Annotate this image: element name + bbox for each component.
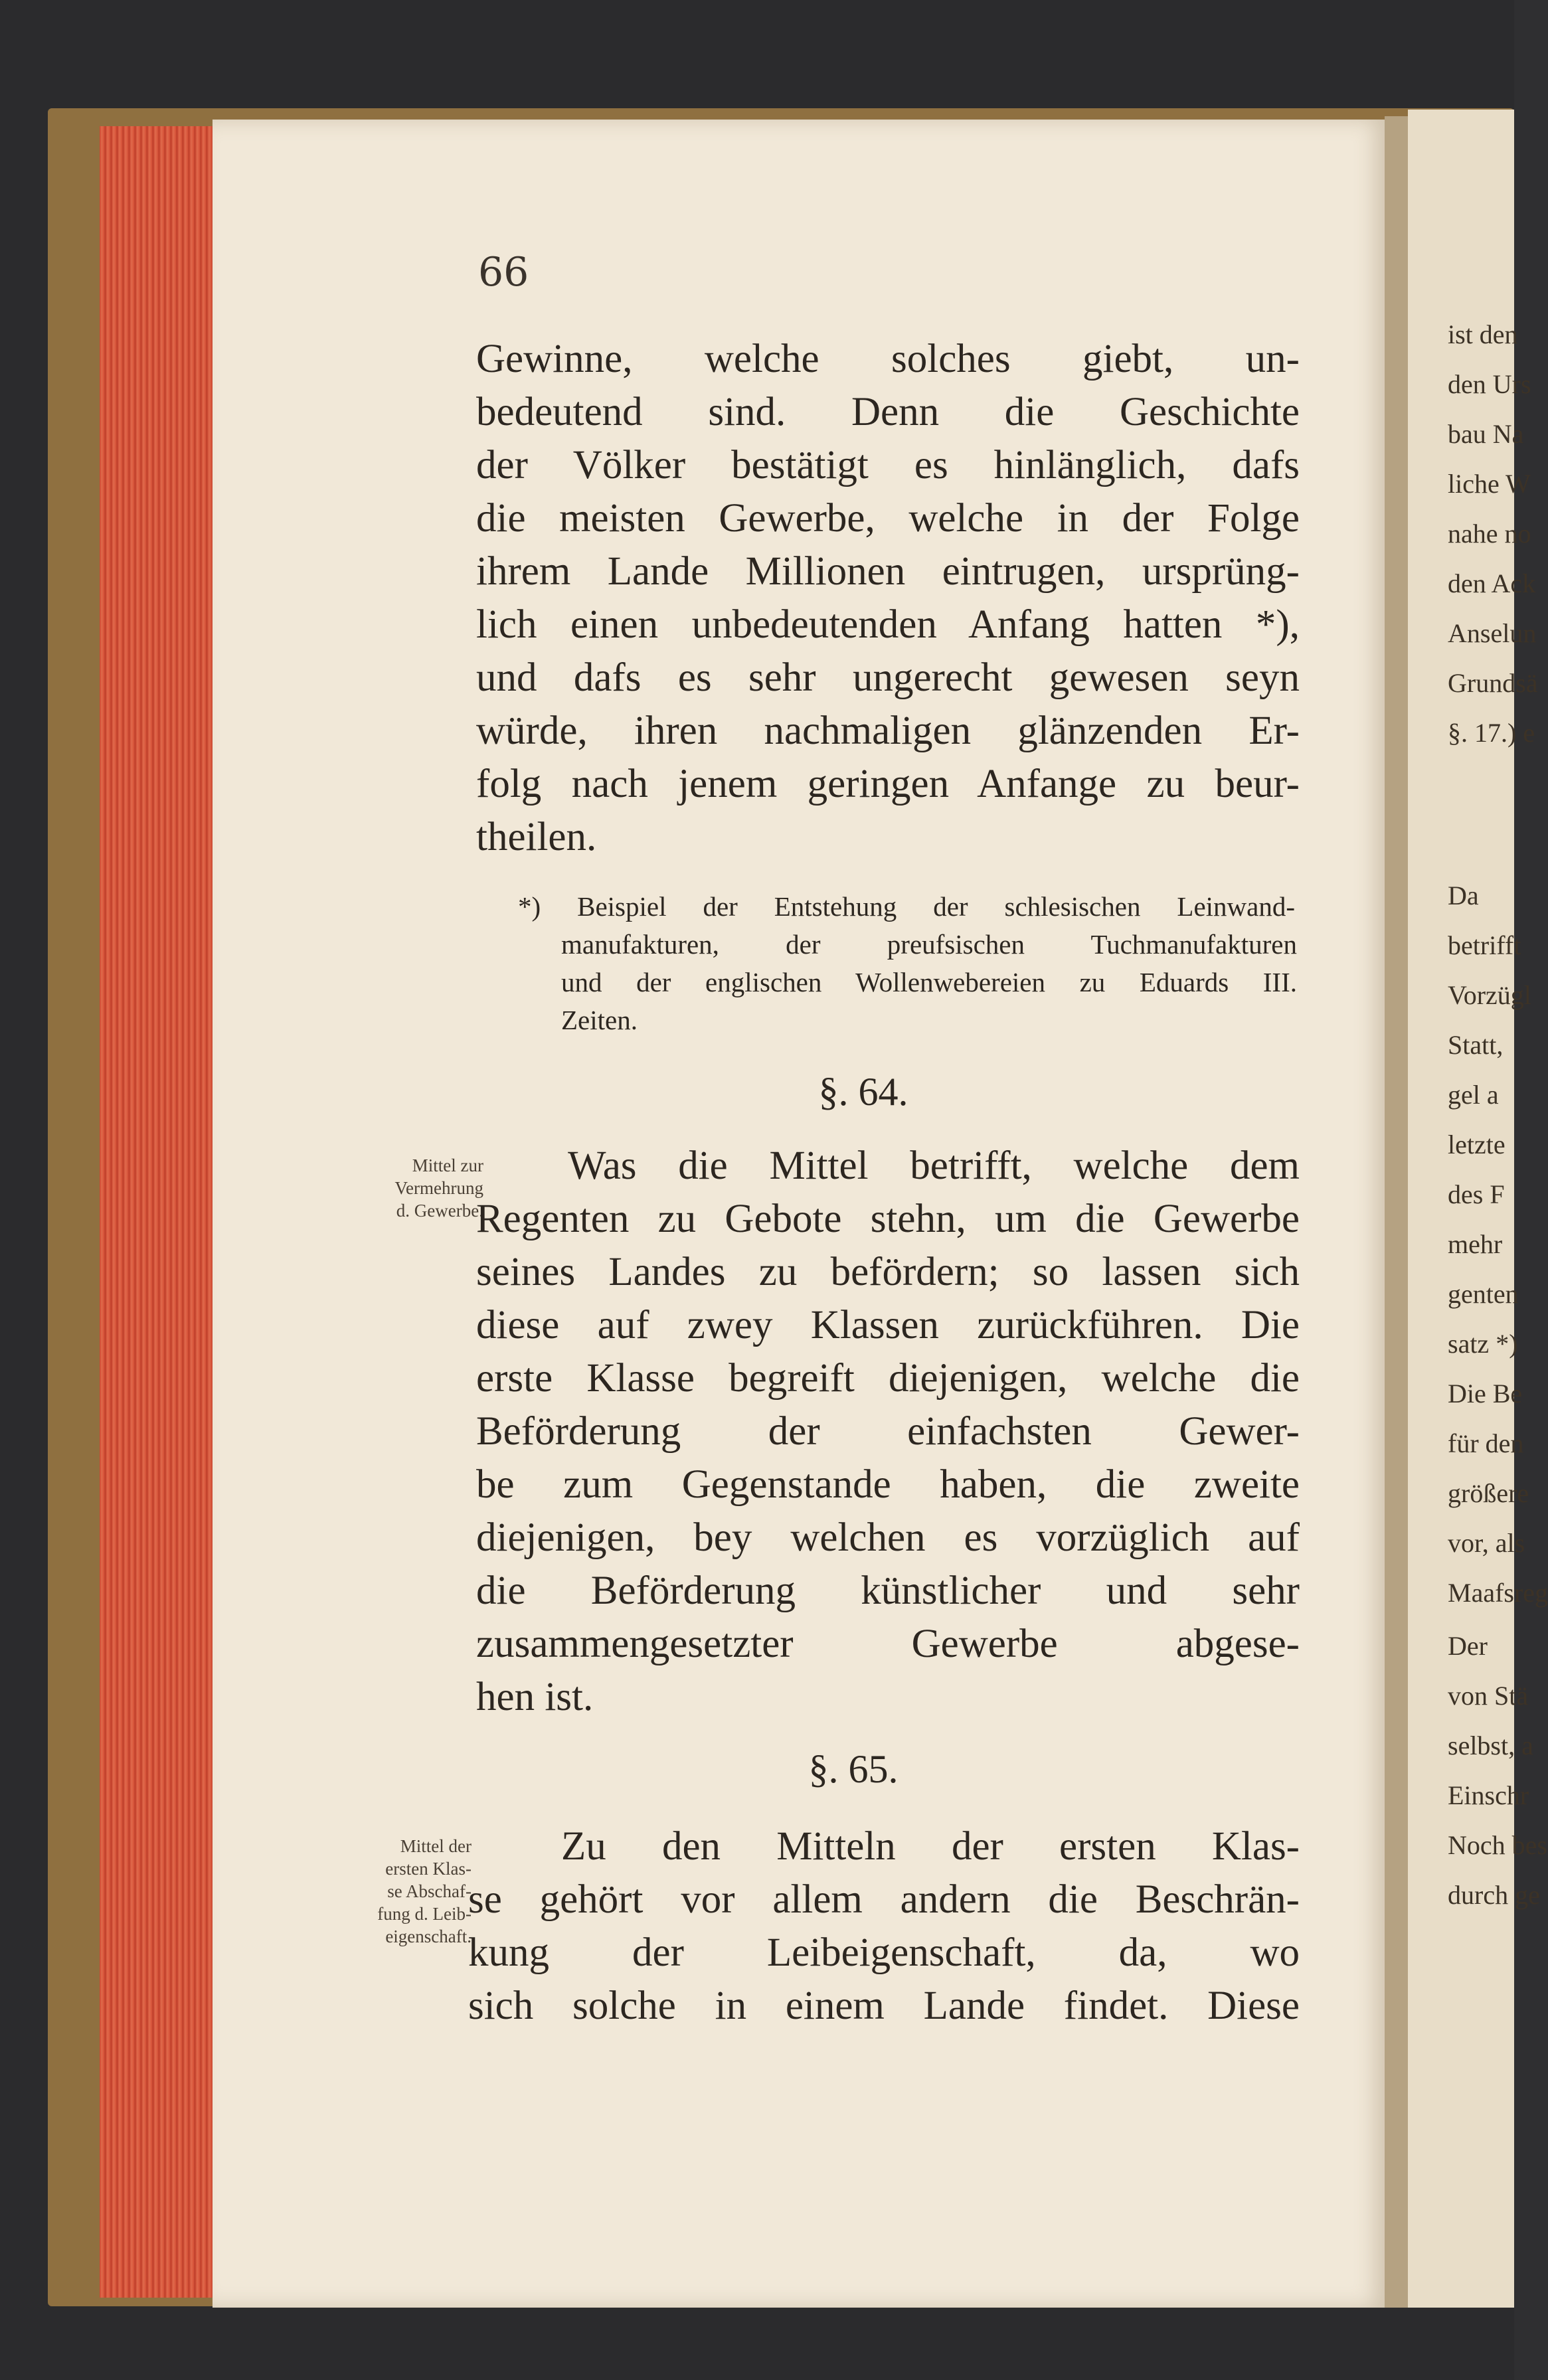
text-line: erste Klasse begreift diejenigen, welche die [476,1356,1300,1401]
text-line: Was die Mittel betrifft, welche dem [568,1144,1300,1188]
next-page-fragment: Grundsä [1448,668,1538,698]
next-page-fragment: Der [1448,1631,1488,1661]
next-page-fragment: bau Na [1448,419,1524,449]
text-line: der Völker bestätigt es hinlänglich, dafs [476,443,1300,487]
section-heading-65: §. 65. [808,1747,899,1791]
text-line: kung der Leibeigenschaft, da, wo [468,1930,1300,1975]
margin-note-line: Vermehrung [394,1178,483,1198]
next-page-fragment: Vorzügl [1448,980,1531,1010]
next-page-edge [1408,110,1548,2308]
next-page-fragment: vor, als [1448,1528,1525,1558]
margin-note-64 [317,1154,483,1222]
next-page-fragment: durch ge [1448,1880,1540,1910]
next-page-fragment: Einschr [1448,1780,1529,1810]
next-page-fragment: mehr [1448,1229,1503,1259]
text-line: und dafs es sehr ungerecht gewesen seyn [476,655,1300,700]
next-page-fragment: des F [1448,1179,1505,1209]
margin-note-line: se Abschaf- [387,1881,472,1901]
text-line: würde, ihren nachmaligen glänzenden Er- [476,709,1300,753]
text-line: be zum Gegenstande haben, die zweite [476,1462,1300,1507]
next-page-fragment: den Ack [1448,568,1536,598]
text-line: die meisten Gewerbe, welche in der Folge [476,496,1300,541]
margin-note-65 [305,1835,472,1948]
next-page-fragment: gel a [1448,1080,1499,1110]
text-line: ihrem Lande Millionen eintrugen, ursprüng- [476,549,1300,594]
margin-note-line: d. Gewerbe. [396,1201,483,1221]
footnote-line: und der englischen Wollenwebereien zu Eduards III. [561,967,1297,997]
next-page-fragment: letzte [1448,1130,1505,1159]
red-page-edges [100,126,213,2298]
text-line: se gehört vor allem andern die Beschrän- [468,1877,1300,1922]
text-line: Beförderung der einfachsten Gewer- [476,1409,1300,1454]
margin-note-line: eigenschaft. [385,1926,472,1946]
text-line: zusammengesetzter Gewerbe abgese- [476,1622,1300,1666]
text-line: Gewinne, welche solches giebt, un- [476,337,1300,381]
footnote-line: *) Beispiel der Entstehung der schlesischen Leinwand- [518,891,1295,922]
margin-note-line: Mittel zur [412,1155,483,1175]
next-page-fragment: §. 17.) e [1448,718,1535,748]
next-page-fragment: ist den [1448,319,1518,349]
next-page-fragment: größere [1448,1478,1529,1508]
text-line: seines Landes zu befördern; so lassen sich [476,1250,1300,1294]
next-page-fragment: Statt, [1448,1030,1504,1060]
text-line: lich einen unbedeutenden Anfang hatten *), [476,602,1300,647]
text-line: sich solche in einem Lande findet. Diese [468,1984,1300,2028]
next-page-fragment: liche W [1448,469,1531,499]
next-page-fragment: für den [1448,1428,1524,1458]
next-page-fragment: selbst, a [1448,1731,1533,1760]
next-page-fragment: genten [1448,1279,1519,1309]
margin-note-line: Mittel der [400,1836,472,1856]
next-page-fragment: Anselun [1448,618,1537,648]
book-gutter [1385,116,1411,2308]
margin-note-line: fung d. Leib- [377,1904,472,1924]
text-line: Regenten zu Gebote stehn, um die Gewerbe [476,1197,1300,1241]
next-page-fragment: betrifft [1448,930,1521,960]
next-page-fragment: Maafsreg [1448,1578,1548,1608]
next-page-fragment: Noch bes [1448,1830,1547,1860]
page-number: 66 [478,249,529,296]
text-line: folg nach jenem geringen Anfange zu beur- [476,762,1300,806]
next-page-fragment: nahe no [1448,519,1531,549]
margin-note-line: ersten Klas- [385,1859,472,1879]
text-line: theilen. [476,815,597,859]
section-heading-64: §. 64. [818,1070,908,1114]
text-line: diese auf zwey Klassen zurückführen. Die [476,1303,1300,1347]
text-line: die Beförderung künstlicher und sehr [476,1569,1300,1613]
footnote-line: manufakturen, der preufsischen Tuchmanufakturen [561,929,1297,960]
text-line: bedeutend sind. Denn die Geschichte [476,390,1300,434]
next-page-fragment: Die Be [1448,1379,1523,1408]
text-line: diejenigen, bey welchen es vorzüglich auf [476,1515,1300,1560]
text-line: Zu den Mitteln der ersten Klas- [561,1824,1300,1869]
footnote-line: Zeiten. [561,1005,638,1035]
next-page-fragment: satz *) [1448,1329,1518,1359]
next-page-fragment: den Urs [1448,369,1531,399]
next-page-fragment: von Stä [1448,1681,1529,1711]
next-page-fragment: Da [1448,881,1479,910]
text-line: hen ist. [476,1675,594,1719]
